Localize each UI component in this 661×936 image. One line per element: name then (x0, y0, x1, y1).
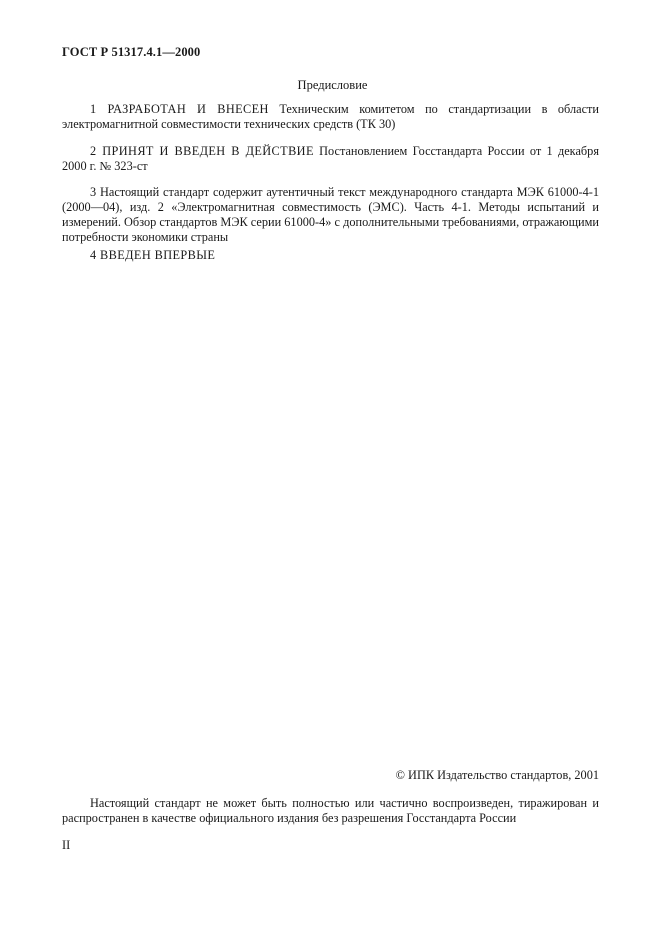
paragraph-3-text: Настоящий стандарт содержит аутентичный текст международного стандарта МЭК 61000-4-1 (2000—04), изд. 2 «Электромагнитная совместимость (ЭМС). Часть 4-1. Методы испытаний и измерений. Обзор стандартов МЭК серии 61000-4» с дополнительными требованиями, отражающими потребности экономики страны (62, 185, 599, 244)
page-number: II (62, 838, 71, 852)
paragraph-3 (62, 185, 599, 245)
paragraph-1-text: Техническим комитетом по стандартизации в области электромагнитной совместимости технических средств (ТК 30) (62, 102, 599, 131)
document-code-header: ГОСТ Р 51317.4.1—2000 (62, 45, 201, 59)
reproduction-notice: Настоящий стандарт не может быть полностью или частично воспроизведен, тиражирован и распространен в качестве официального издания без разрешения Госстандарта России (62, 796, 599, 825)
paragraph-2-text: Постановлением Госстандарта России от 1 декабря 2000 г. № 323-ст (62, 144, 599, 173)
paragraph-4-lead: 4 ВВЕДЕН ВПЕРВЫЕ (90, 248, 216, 262)
paragraph-2 (62, 144, 599, 174)
paragraph-4 (62, 248, 599, 263)
page-title: Предисловие (297, 78, 368, 92)
paragraph-1-lead: 1 РАЗРАБОТАН И ВНЕСЕН (90, 102, 269, 116)
copyright-line: © ИПК Издательство стандартов, 2001 (395, 768, 599, 782)
paragraph-2-lead: 2 ПРИНЯТ И ВВЕДЕН В ДЕЙСТВИЕ (90, 144, 314, 158)
paragraph-3-lead: 3 (90, 185, 97, 199)
paragraph-1 (62, 102, 599, 132)
